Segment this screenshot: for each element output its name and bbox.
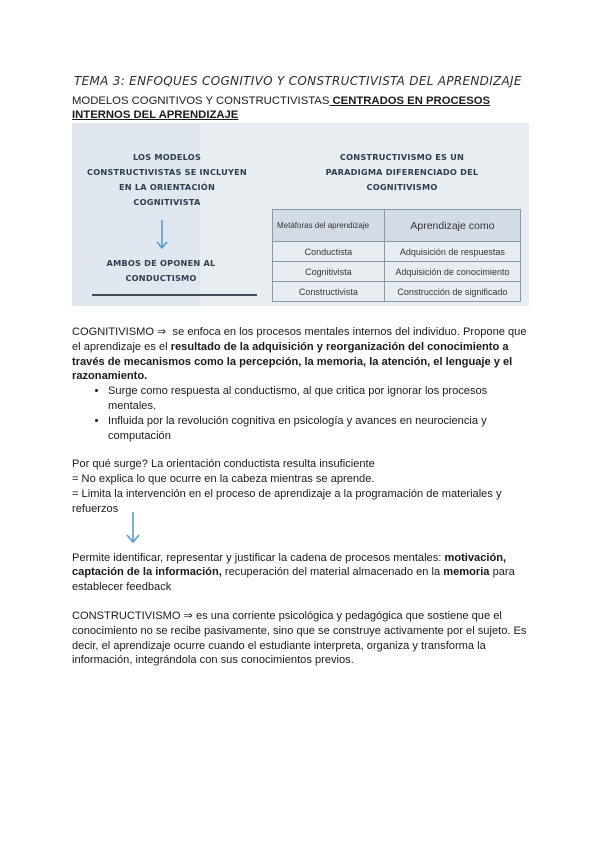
diagram-left-line: COGNITIVISTA — [133, 197, 201, 207]
table-cell: Cognitivista — [273, 262, 385, 282]
table-cell: Adquisición de respuestas — [384, 242, 520, 262]
permite-bold: memoria — [443, 566, 490, 579]
diagram-left-bottom-text — [72, 256, 250, 286]
por-que-question: Por qué surge? La orientación conductista resulta insuficiente — [72, 458, 375, 471]
por-que-line: = Limita la intervención en el proceso de aprendizaje a la programación de materiales y refuerzos — [72, 487, 502, 515]
table-header-cell: Aprendizaje como — [384, 210, 520, 242]
constructivismo-label: CONSTRUCTIVISMO ⇒ — [72, 609, 193, 622]
diagram-left-text — [72, 150, 262, 210]
permite-text: recuperación del material almacenado en la — [224, 566, 441, 579]
diagram-left-line: CONSTRUCTIVISTAS SE INCLUYEN — [86, 167, 247, 177]
list-item: • Surge como respuesta al conductismo, al que critica por ignorar los procesos mentales. — [108, 384, 532, 414]
permite-text: Permite identificar, representar y justificar la cadena de procesos mentales: — [72, 551, 442, 564]
table-cell: Adquisición de conocimiento — [384, 262, 520, 282]
diagram-right-line: COGNITIVISMO — [366, 182, 438, 192]
table-header-row — [273, 210, 521, 242]
arrow-down-icon — [121, 510, 145, 546]
list-item: • Influida por la revolución cognitiva en psicología y avances en neurociencia y computación — [108, 414, 532, 444]
diagram-right-text — [297, 150, 507, 195]
subtitle — [72, 94, 532, 122]
table-cell: Constructivista — [273, 282, 385, 302]
subtitle-bold: CENTRADOS EN PROCESOS INTERNOS DEL APRENDIZAJE — [72, 95, 491, 121]
diagram-left-bottom-line: AMBOS DE OPONEN AL — [106, 258, 216, 268]
diagram-right-line: PARADIGMA DIFERENCIADO DEL — [325, 167, 479, 177]
arrow-down-icon — [154, 218, 170, 252]
cognitivismo-paragraph — [72, 325, 532, 384]
cognitivismo-bold: resultado de la adquisición y reorganización del conocimiento a través de mecanismos como la percepción, la memoria, la atención, el lenguaje y el razonamiento. — [72, 340, 513, 383]
page-title: TEMA 3: ENFOQUES COGNITIVO Y CONSTRUCTIVISTA DEL APRENDIZAJE — [74, 74, 522, 88]
por-que-line: = No explica lo que ocurre en la cabeza mientras se aprende. — [72, 473, 375, 486]
permite-bold: motivación, captación de la información, — [72, 551, 507, 579]
permite-paragraph — [72, 551, 532, 595]
cognitivismo-list — [72, 384, 532, 443]
body-text — [72, 325, 532, 668]
table-cell: Conductista — [273, 242, 385, 262]
diagram-left-bottom-line: CONDUCTISMO — [125, 273, 197, 283]
table-row — [273, 242, 521, 262]
constructivismo-text: es una corriente psicológica y pedagógica que sostiene que el conocimiento no se recibe pasivamente, sino que se construye activamente por el sujeto. Es decir, el aprendizaje ocurre cuando el estudiante interpreta, organiza y transforma la información, integrándola con sus conocimientos previos. — [72, 609, 527, 667]
table-row — [273, 282, 521, 302]
table-row — [273, 262, 521, 282]
subtitle-plain: MODELOS COGNITIVOS Y CONSTRUCTIVISTAS — [72, 95, 330, 107]
table-cell: Construcción de significado — [384, 282, 520, 302]
divider — [92, 294, 257, 296]
table-header-cell: Metáforas del aprendizaje — [273, 210, 385, 242]
permite-text: para establecer feedback — [72, 566, 515, 594]
constructivismo-paragraph — [72, 609, 532, 668]
metaphors-table — [272, 209, 521, 302]
diagram-right-line: CONSTRUCTIVISMO ES UN — [339, 152, 465, 162]
concept-diagram — [72, 123, 529, 306]
cognitivismo-label: COGNITIVISMO ⇒ — [72, 326, 167, 338]
cognitivismo-intro: se enfoca en los procesos mentales internos del individuo. Propone que el aprendizaje es el — [72, 326, 527, 353]
diagram-left-line: LOS MODELOS — [132, 152, 202, 162]
diagram-left-line: EN LA ORIENTACIÓN — [118, 182, 215, 192]
